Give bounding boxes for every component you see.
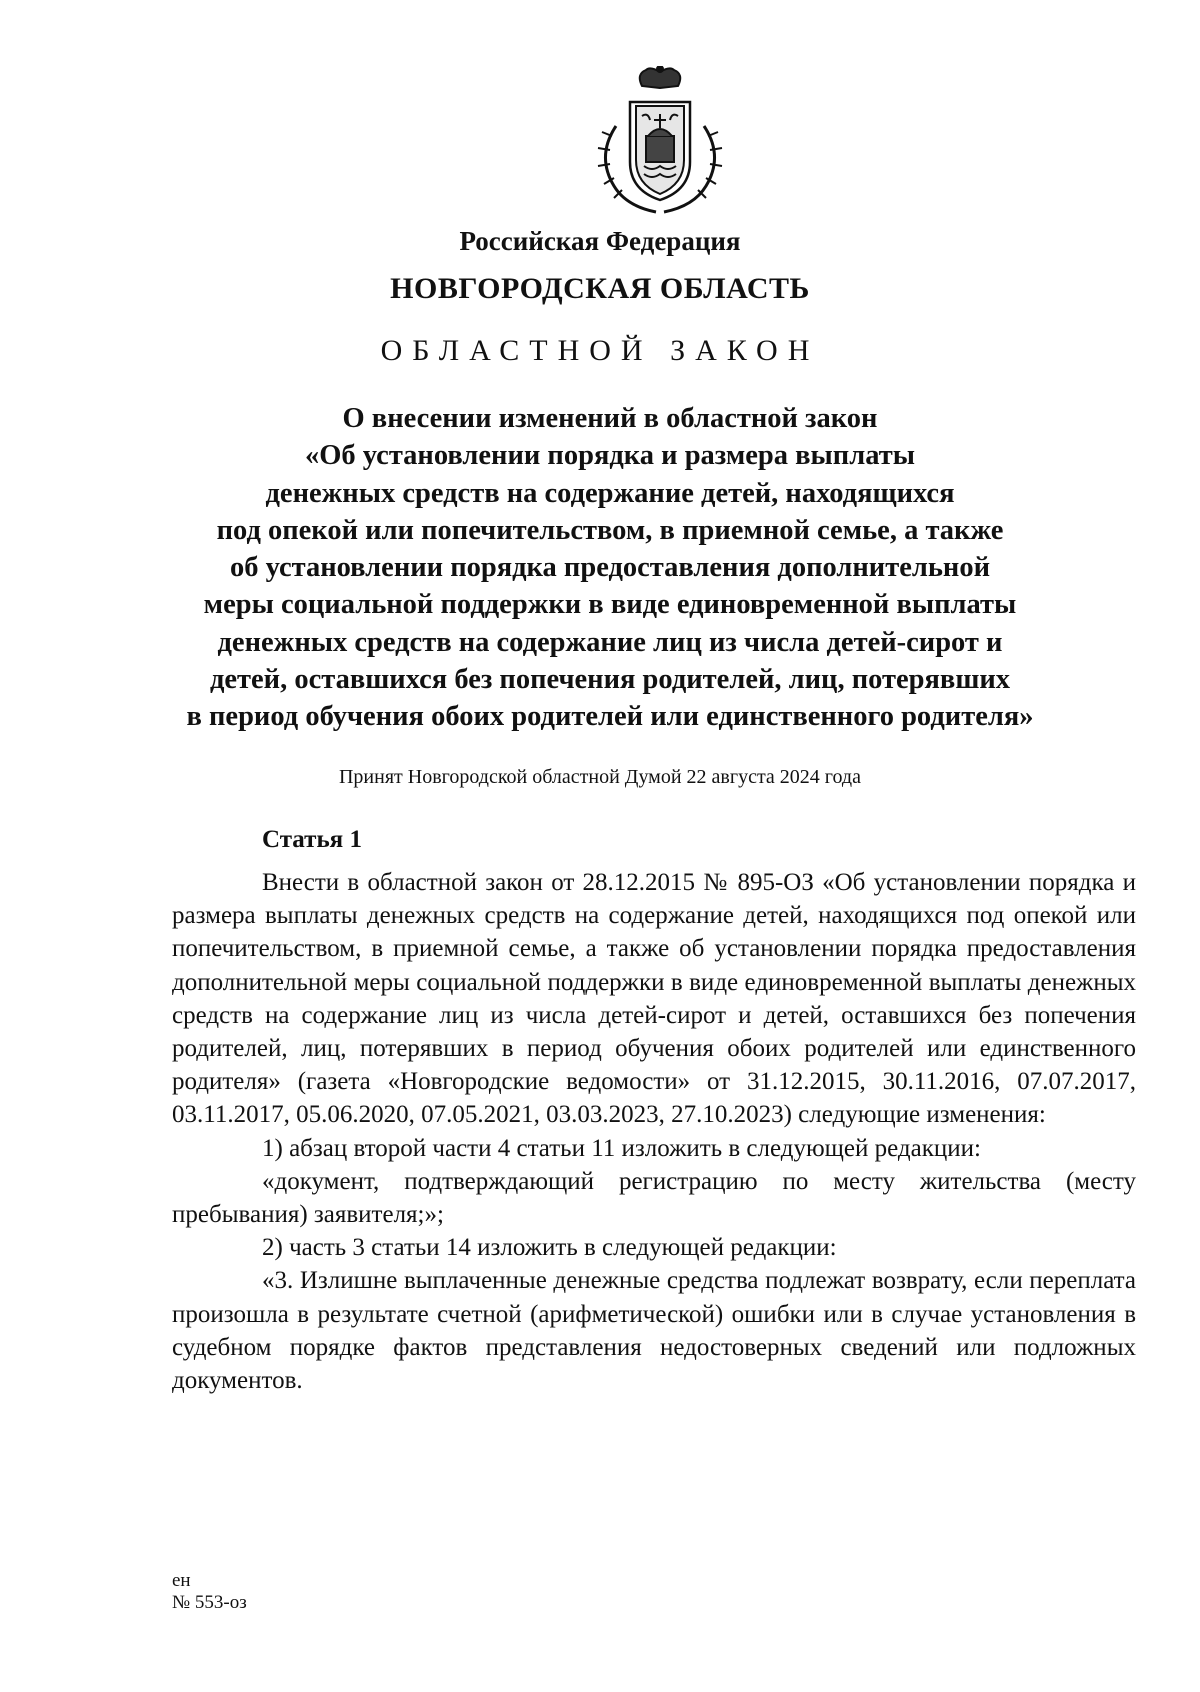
title-line: О внесении изменений в областной закон [342,403,878,434]
article-heading: Статья 1 [262,826,362,853]
law-title [140,400,1080,736]
paragraph: «документ, подтверждающий регистрацию по месту жительства (месту пребывания) заявителя;»; [172,1167,1136,1229]
title-line: денежных средств на содержание лиц из числа детей-сирот и [217,626,1003,658]
federation-label: Российская Федерация [459,226,741,256]
title-line: детей, оставшихся без попечения родителей, лиц, потерявших [209,664,1011,696]
paragraph: 1) абзац второй части 4 статьи 11 изложить в следующей редакции: [262,1134,981,1162]
title-line: «Об установлении порядка и размера выплаты [305,440,915,472]
footer-note [172,1570,247,1614]
paragraph: 2) часть 3 статьи 14 изложить в следующей редакции: [262,1234,837,1262]
title-line: денежных средств на содержание детей, находящихся [265,477,955,509]
adoption-note: Принят Новгородской областной Думой 22 августа 2024 года [338,766,861,788]
coat-of-arms-icon [586,66,734,216]
title-line: меры социальной поддержки в виде единовременной выплаты [203,589,1017,621]
title-line: под опекой или попечительством, в приемной семье, а также [216,514,1004,546]
footer-number: № 553-оз [172,1592,247,1613]
paragraph: «3. Излишне выплаченные денежные средства подлежат возврату, если переплата произошла в результате счетной (арифметической) ошибки или в случае установления в судебном порядке фактов представления недостоверных сведений или подложных документов. [172,1267,1136,1395]
title-line: в период обучения обоих родителей или единственного родителя» [186,701,1034,733]
article-body [172,866,1136,1397]
region-label: НОВГОРОДСКАЯ ОБЛАСТЬ [390,272,810,305]
footer-initials: ен [172,1570,191,1591]
title-line: об установлении порядка предоставления дополнительной [229,552,991,584]
law-type-label: ОБЛАСТНОЙ ЗАКОН [380,334,820,367]
paragraph: Внести в областной закон от 28.12.2015 № 895-ОЗ «Об установлении порядка и размера выплаты денежных средств на содержание детей, находящихся под опекой или попечительством, в приемной семье, а также об установлении порядка предоставления дополнительной меры социальной поддержки в виде единовременной выплаты денежных средств на содержание лиц из числа детей-сирот и детей, оставшихся без попечения родителей, лиц, потерявших в период обучения обоих родителей или единственного родителя» (газета «Новгородские ведомости» от 31.12.2015, 30.11.2016, 07.07.2017, 03.11.2017, 05.06.2020, 07.05.2021, 03.03.2023, 27.10.2023) следующие изменения: [172,869,1136,1129]
